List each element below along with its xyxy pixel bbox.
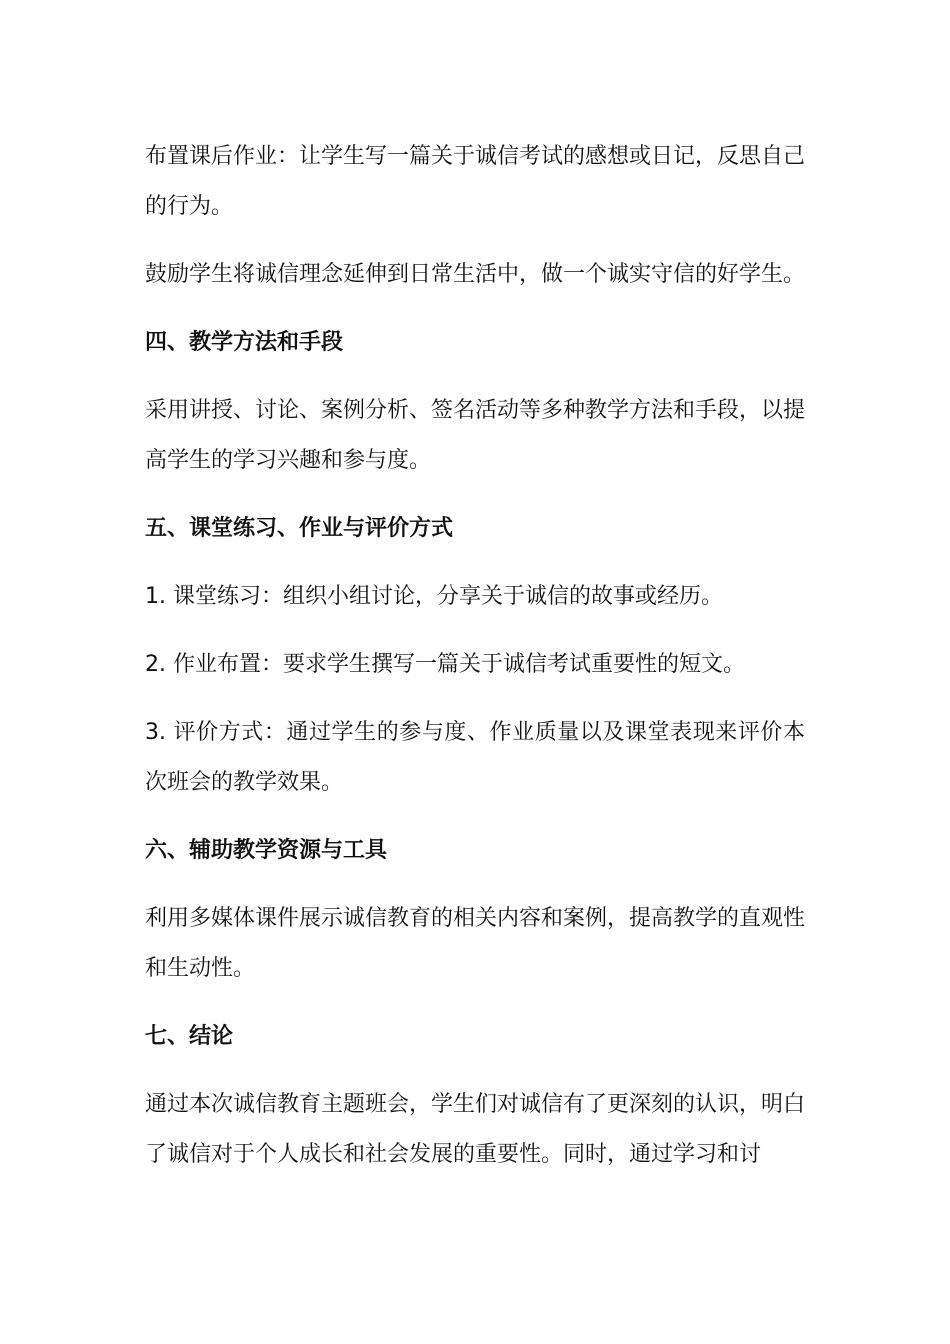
homework-paragraph: 布置课后作业：让学生写一篇关于诚信考试的感想或日记，反思自己的行为。 bbox=[145, 144, 806, 219]
resources-paragraph: 利用多媒体课件展示诚信教育的相关内容和案例，提高教学的直观性和生动性。 bbox=[145, 906, 806, 981]
section-seven-heading: 七、结论 bbox=[145, 1024, 234, 1049]
exercise-item-3: 3. 评价方式：通过学生的参与度、作业质量以及课堂表现来评价本次班会的教学效果。 bbox=[145, 720, 805, 795]
document-body bbox=[145, 132, 805, 1198]
section-five-heading: 五、课堂练习、作业与评价方式 bbox=[145, 516, 454, 541]
conclusion-paragraph: 通过本次诚信教育主题班会，学生们对诚信有了更深刻的认识，明白了诚信对于个人成长和社会发展的重要性。同时，通过学习和讨 bbox=[145, 1092, 806, 1167]
section-four-heading: 四、教学方法和手段 bbox=[145, 330, 344, 355]
section-six-heading: 六、辅助教学资源与工具 bbox=[145, 838, 388, 863]
methods-paragraph: 采用讲授、讨论、案例分析、签名活动等多种教学方法和手段，以提高学生的学习兴趣和参与度。 bbox=[145, 398, 806, 473]
exercise-item-1: 1. 课堂练习：组织小组讨论，分享关于诚信的故事或经历。 bbox=[145, 584, 723, 609]
exercise-item-2: 2. 作业布置：要求学生撰写一篇关于诚信考试重要性的短文。 bbox=[145, 652, 745, 677]
encourage-paragraph: 鼓励学生将诚信理念延伸到日常生活中，做一个诚实守信的好学生。 bbox=[145, 262, 806, 287]
